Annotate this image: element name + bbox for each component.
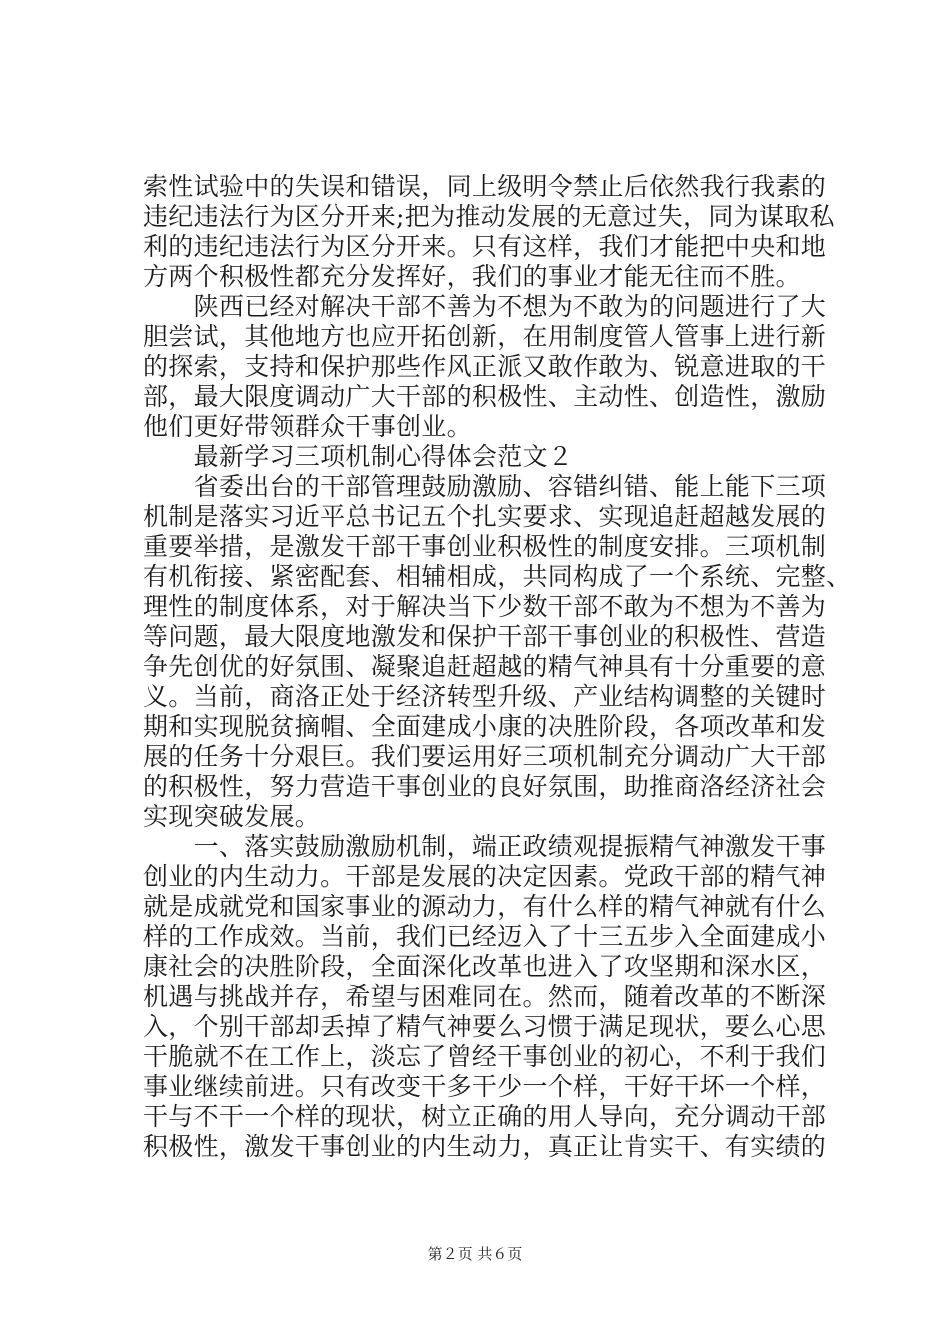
text-line: 有机衔接、紧密配套、相辅相成，共同构成了一个系统、完整、 <box>143 562 852 591</box>
text-line: 干脆就不在工作上，淡忘了曾经干事创业的初心，不利于我们 <box>143 1042 827 1071</box>
text-line: 违纪违法行为区分开来;把为推动发展的无意过失，同为谋取私 <box>143 202 835 231</box>
text-line: 干与不干一个样的现状，树立正确的用人导向，充分调动干部 <box>143 1102 827 1131</box>
text-line: 省委出台的干部管理鼓励激励、容错纠错、能上能下三项 <box>143 472 827 501</box>
text-line: 他们更好带领群众干事创业。 <box>143 412 472 441</box>
text-line: 展的任务十分艰巨。我们要运用好三项机制充分调动广大干部 <box>143 742 827 771</box>
text-line: 机遇与挑战并存，希望与困难同在。然而，随着改革的不断深 <box>143 982 827 1011</box>
text-line: 利的违纪违法行为区分开来。只有这样，我们才能把中央和地 <box>143 232 827 261</box>
text-line: 争先创优的好氛围、凝聚追赶超越的精气神具有十分重要的意 <box>143 652 827 681</box>
text-line: 最新学习三项机制心得体会范文２ <box>143 442 574 471</box>
text-line: 入，个别干部却丢掉了精气神要么习惯于满足现状，要么心思 <box>143 1012 827 1041</box>
text-line: 重要举措，是激发干部干事创业积极性的制度安排。三项机制 <box>143 532 827 561</box>
text-line: 创业的内生动力。干部是发展的决定因素。党政干部的精气神 <box>143 862 827 891</box>
text-line: 方两个积极性都充分发挥好，我们的事业才能无往而不胜。 <box>143 262 801 291</box>
text-line: 的探索，支持和保护那些作风正派又敢作敢为、锐意进取的干 <box>143 352 827 381</box>
text-line: 索性试验中的失误和错误，同上级明令禁止后依然我行我素的 <box>143 172 827 201</box>
text-line: 的积极性，努力营造干事创业的良好氛围，助推商洛经济社会 <box>143 772 827 801</box>
text-line: 事业继续前进。只有改变干多干少一个样，干好干坏一个样， <box>143 1072 827 1101</box>
document-body <box>143 172 852 1162</box>
text-line: 机制是落实习近平总书记五个扎实要求、实现追赶超越发展的 <box>143 502 827 531</box>
text-line: 实现突破发展。 <box>143 802 321 831</box>
text-line: 部，最大限度调动广大干部的积极性、主动性、创造性，激励 <box>143 382 827 411</box>
page-footer: 第２页 共６页 <box>427 1245 523 1263</box>
text-line: 期和实现脱贫摘帽、全面建成小康的决胜阶段，各项改革和发 <box>143 712 827 741</box>
text-line: 样的工作成效。当前，我们已经迈入了十三五步入全面建成小 <box>143 922 827 951</box>
text-line: 康社会的决胜阶段，全面深化改革也进入了攻坚期和深水区， <box>143 952 827 981</box>
text-line: 等问题，最大限度地激发和保护干部干事创业的积极性、营造 <box>143 622 827 651</box>
text-line: 就是成就党和国家事业的源动力，有什么样的精气神就有什么 <box>143 892 827 921</box>
text-line: 一、落实鼓励激励机制，端正政绩观提振精气神激发干事 <box>143 832 827 861</box>
text-line: 陕西已经对解决干部不善为不想为不敢为的问题进行了大 <box>143 292 827 321</box>
text-line: 胆尝试，其他地方也应开拓创新，在用制度管人管事上进行新 <box>143 322 827 351</box>
text-line: 理性的制度体系，对于解决当下少数干部不敢为不想为不善为 <box>143 592 827 621</box>
text-line: 义。当前，商洛正处于经济转型升级、产业结构调整的关键时 <box>143 682 827 711</box>
text-line: 积极性，激发干事创业的内生动力，真正让肯实干、有实绩的 <box>143 1132 827 1161</box>
